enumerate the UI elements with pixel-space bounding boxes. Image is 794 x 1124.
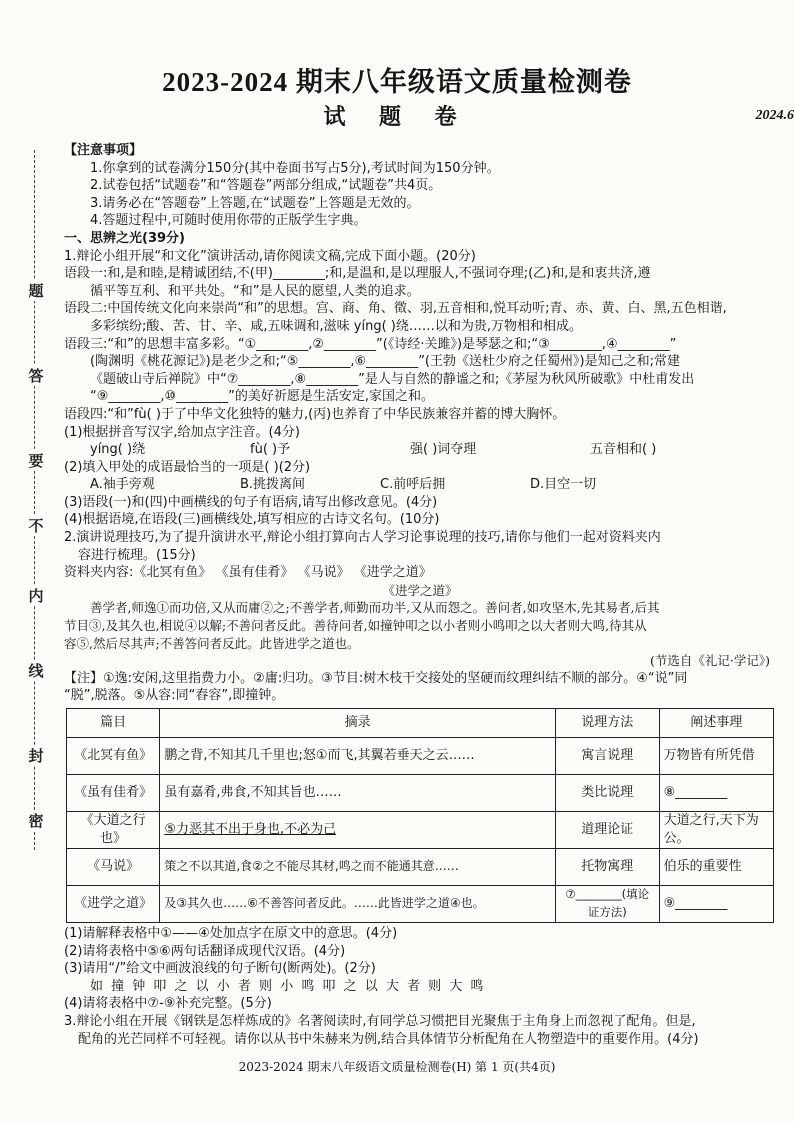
passage-2-line: 多彩缤纷;酸、苦、甘、辛、咸,五味调和,滋味 yíng( )绕……以和为贵,万物相和相成。 bbox=[90, 318, 582, 334]
table-cell: 策之不以其道,食②之不能尽其材,鸣之而不能通其意…… bbox=[160, 849, 555, 886]
table-cell: 《北冥有鱼》 bbox=[67, 738, 160, 775]
essay-line: 容⑤,然后尽其声;不善答问者反此。此皆进学之道也。 bbox=[64, 635, 360, 651]
exam-title: 2023-2024 期末八年级语文质量检测卷 bbox=[162, 67, 632, 97]
passage-3-line: 语段三:“和”的思想丰富多彩。“①________,②________”(《诗经·关雎》)是琴瑟之和;“③________,④________” bbox=[64, 336, 677, 352]
question-3-line: 配角的光芒同样不可轻视。请你以从书中朱赫来为例,结合具体情节分析配角在人物塑造中的重要作用。(4分) bbox=[78, 1031, 699, 1047]
sub-question: (1)请解释表格中①——④处加点字在原文中的意思。(4分) bbox=[64, 926, 398, 941]
page-footer: 2023-2024 期末八年级语文质量检测卷(H) 第 1 页(共4页) bbox=[238, 1060, 556, 1074]
notice-item: 4.答题过程中,可随时使用你带的正版学生字典。 bbox=[90, 213, 367, 229]
sub-question: (4)根据语境,在语段(三)画横线处,填写相应的古诗文名句。(10分) bbox=[64, 512, 440, 528]
folder-contents: 资料夹内容:《北冥有鱼》 《虽有佳肴》 《马说》 《进学之道》 bbox=[64, 565, 432, 581]
passage-4-line: 语段四:“和”fù( )于了中华文化独特的魅力,(丙)也养育了中华民族兼容并蓄的博大胸怀。 bbox=[64, 406, 566, 422]
table-cell: 《大道之行也》 bbox=[67, 812, 160, 849]
options-row bbox=[64, 476, 776, 494]
margin-char: 密 bbox=[26, 810, 46, 831]
sub-question: (3)请用“/”给文中画波浪线的句子断句(断两处)。(2分) bbox=[64, 961, 376, 977]
exam-body bbox=[64, 142, 776, 1048]
option-c: C.前呼后拥 bbox=[380, 477, 446, 493]
table-row bbox=[67, 812, 774, 849]
pinyin-item: 五音相和( ) bbox=[590, 442, 657, 458]
table-cell: 寓言说理 bbox=[555, 738, 659, 775]
notice-item: 3.请务必在“答题卷”上答题,在“试题卷”上答题是无效的。 bbox=[90, 195, 420, 211]
answer-blank-9[interactable]: ⑨________ bbox=[659, 886, 773, 923]
table-header: 篇目 bbox=[67, 709, 160, 738]
table-cell: 及③其久也……⑥不善答问者反此。……此皆进学之道④也。 bbox=[160, 886, 555, 923]
pinyin-row bbox=[64, 441, 776, 459]
table-header: 阐述事理 bbox=[659, 709, 773, 738]
question-1-intro: 1.辩论小组开展“和文化”演讲活动,请你阅读文稿,完成下面小题。(20分) bbox=[64, 248, 476, 264]
margin-char: 线 bbox=[26, 660, 46, 681]
exam-subtitle: 试 题 卷 bbox=[323, 104, 471, 129]
table-cell: 托物寓理 bbox=[555, 849, 659, 886]
exam-date: 2024.6 bbox=[755, 108, 794, 123]
margin-char: 内 bbox=[26, 585, 46, 606]
passage-2-line: 语段二:中国传统文化向来崇尚“和”的思想。宫、商、角、徵、羽,五音相和,悦耳动听;青、赤、黄、白、黑,五色相谐, bbox=[64, 301, 727, 317]
margin-char: 封 bbox=[26, 745, 46, 766]
margin-char: 答 bbox=[26, 365, 46, 386]
essay-title: 《进学之道》 bbox=[382, 582, 458, 598]
notice-item: 1.你拿到的试卷满分150分(其中卷面书写占5分),考试时间为150分钟。 bbox=[90, 160, 500, 176]
passage-3-line: (陶渊明《桃花源记》)是老少之和;“⑤________,⑥________”(王勃《送杜少府之任蜀州》)是知己之和;常建 bbox=[90, 354, 680, 370]
essay-line: 善学者,师逸①而功倍,又从而庸②之;不善学者,师勤而功半,又从而怨之。善问者,如攻坚木,先其易者,后其 bbox=[90, 600, 660, 616]
table-cell: 《马说》 bbox=[67, 849, 160, 886]
table-cell: 类比说理 bbox=[555, 775, 659, 812]
table-row bbox=[67, 886, 774, 923]
passage-3-line: 《题破山寺后禅院》中“⑦________,⑧________”是人与自然的静谧之和;《茅屋为秋风所破歌》中杜甫发出 bbox=[90, 371, 695, 387]
answer-blank-7[interactable]: ⑦________(填论证方法) bbox=[555, 886, 659, 923]
table-row bbox=[67, 849, 774, 886]
margin-char: 题 bbox=[26, 280, 46, 301]
margin-char: 不 bbox=[26, 515, 46, 536]
pinyin-item: 强( )词夺理 bbox=[410, 442, 477, 458]
table-cell: ⑤力恶其不出于身也,不必为己 bbox=[160, 812, 555, 849]
note-line: 【注】①逸:安闲,这里指费力小。②庸:归功。③节目:树木枝干交接处的坚硬而纹理纠结不顺的部分。④“说”同 bbox=[64, 670, 688, 686]
passage-1-line: 循平等互利、和平共处。“和”是人民的愿望,人类的追求。 bbox=[90, 283, 420, 299]
sub-question: (1)根据拼音写汉字,给加点字注音。(4分) bbox=[64, 424, 300, 440]
table-cell: 大道之行,天下为公。 bbox=[659, 812, 773, 849]
table-cell: 鹏之背,不知其几千里也;怒①而飞,其翼若垂天之云…… bbox=[160, 738, 555, 775]
notice-item: 2.试卷包括“试题卷”和“答题卷”两部分组成,“试题卷”共4页。 bbox=[90, 178, 442, 194]
notice-heading: 【注意事项】 bbox=[64, 143, 143, 158]
table-cell: 虽有嘉肴,弗食,不知其旨也…… bbox=[160, 775, 555, 812]
table-row bbox=[67, 775, 774, 812]
table-header: 摘录 bbox=[160, 709, 555, 738]
pinyin-item: fù( )予 bbox=[250, 442, 291, 458]
essay-source: (节选自《礼记·学记》) bbox=[650, 653, 770, 669]
binding-margin bbox=[12, 150, 56, 850]
section-heading: 一、思辨之光(39分) bbox=[64, 230, 185, 246]
pinyin-item: yíng( )绕 bbox=[90, 442, 146, 458]
sub-question: (4)请将表格中⑦-⑨补充完整。(5分) bbox=[64, 996, 272, 1012]
table-cell: 万物皆有所凭借 bbox=[659, 738, 773, 775]
table-cell: 道理论证 bbox=[555, 812, 659, 849]
table-cell: 《进学之道》 bbox=[67, 886, 160, 923]
sub-question: (2)请将表格中⑤⑥两句话翻译成现代汉语。(4分) bbox=[64, 943, 346, 959]
table-row bbox=[67, 738, 774, 775]
passage-1-line: 语段一:和,是和睦,是精诚团结,不(甲)________;和,是温和,是以理服人,不强词夺理;(乙)和,是和衷共济,遵 bbox=[64, 266, 651, 282]
sub-question: (3)语段(一)和(四)中画横线的句子有语病,请写出修改意见。(4分) bbox=[64, 494, 438, 510]
table-header-row bbox=[67, 709, 774, 738]
answer-blank-8[interactable]: ⑧________ bbox=[659, 775, 773, 812]
table-cell: 伯乐的重要性 bbox=[659, 849, 773, 886]
margin-char: 要 bbox=[26, 450, 46, 471]
table-header: 说理方法 bbox=[555, 709, 659, 738]
passage-3-line: “⑨________,⑩________”的美好祈愿是生活安定,家国之和。 bbox=[90, 389, 435, 405]
note-line: “脱”,脱落。⑤从容:同“舂容”,即撞钟。 bbox=[64, 688, 285, 704]
question-2-line: 容进行梳理。(15分) bbox=[78, 547, 196, 563]
option-a: A.袖手旁观 bbox=[90, 477, 155, 493]
punctuation-sentence: 如 撞 钟 叩 之 以 小 者 则 小 鸣 叩 之 以 大 者 则 大 鸣 bbox=[90, 978, 486, 994]
question-3-line: 3.辩论小组在开展《钢铁是怎样炼成的》名著阅读时,有同学总习惯把目光聚焦于主角身上而忽视了配角。但是, bbox=[64, 1013, 696, 1029]
question-2-line: 2.演讲说理技巧,为了提升演讲水平,辩论小组打算向古人学习论事说理的技巧,请你与他们一起对资料夹内 bbox=[64, 530, 661, 546]
sub-question: (2)填入甲处的成语最恰当的一项是( )(2分) bbox=[64, 459, 311, 475]
analysis-table bbox=[66, 708, 774, 923]
essay-line: 节目③,及其久也,相说④以解;不善问者反此。善待问者,如撞钟叩之以小者则小鸣叩之以大者则大鸣,待其从 bbox=[64, 618, 647, 634]
table-cell: 《虽有佳肴》 bbox=[67, 775, 160, 812]
option-b: B.挑拨离间 bbox=[240, 477, 306, 493]
option-d: D.目空一切 bbox=[530, 477, 597, 493]
